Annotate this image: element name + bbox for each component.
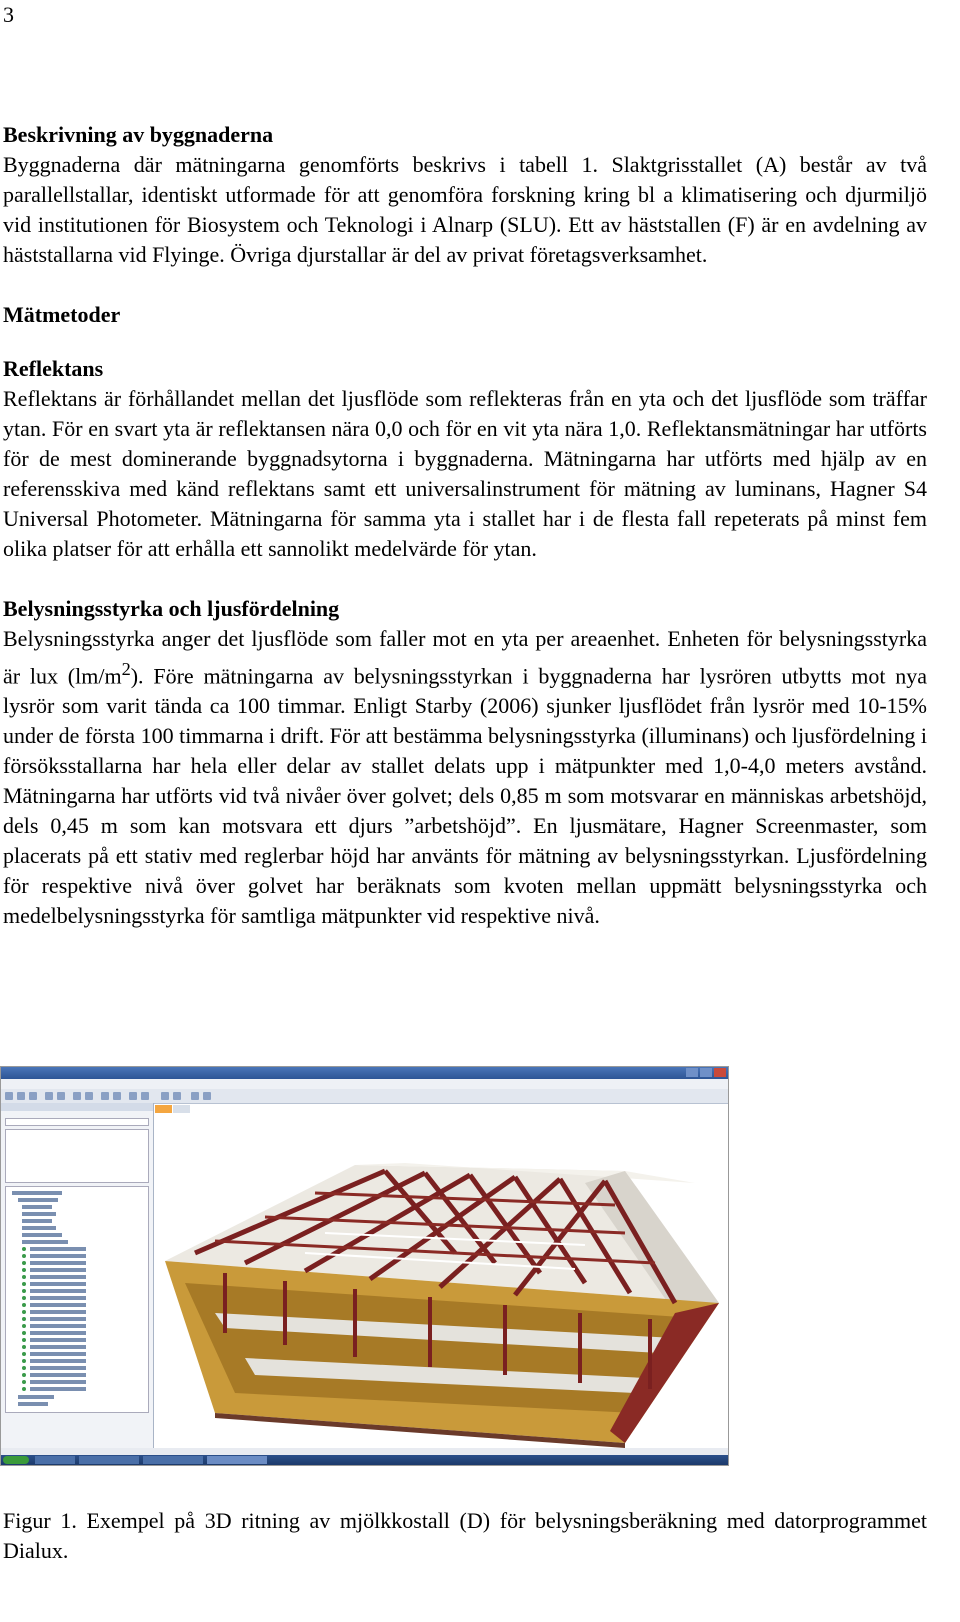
tree-item [30, 1268, 86, 1272]
close-icon [714, 1068, 726, 1077]
tree-item [30, 1275, 86, 1279]
barn-3d-render [155, 1113, 726, 1448]
tree-node-icon [22, 1289, 26, 1293]
tree-item [22, 1233, 62, 1237]
tree-node-icon [22, 1254, 26, 1258]
minimize-icon [686, 1068, 698, 1077]
toolbar-icon [85, 1092, 93, 1100]
tree-item [30, 1359, 86, 1363]
tree-item [30, 1310, 86, 1314]
tree-item [30, 1261, 86, 1265]
taskbar-item [207, 1456, 267, 1464]
taskbar-item [35, 1456, 75, 1464]
project-manager-panel [1, 1103, 154, 1448]
tree-item [22, 1205, 52, 1209]
toolbar-icon [161, 1092, 169, 1100]
tree-node-icon [22, 1310, 26, 1314]
tree-item [18, 1395, 54, 1399]
tree-node-icon [22, 1261, 26, 1265]
panel-tabs [1, 1111, 153, 1115]
window-controls [686, 1068, 726, 1077]
taskbar-item [143, 1456, 203, 1464]
superscript-2: 2 [121, 659, 131, 679]
tree-item [30, 1303, 86, 1307]
panel-header [1, 1103, 153, 1111]
description-box [5, 1129, 149, 1183]
window-titlebar [1, 1067, 728, 1079]
toolbar-icon [29, 1092, 37, 1100]
tree-item [30, 1247, 86, 1251]
tree-node-icon [22, 1324, 26, 1328]
tree-item [30, 1345, 86, 1349]
tree-node-icon [22, 1373, 26, 1377]
illuminance-text-2: ). Före mätningarna av belysningsstyrkan i byggnaderna har lysrören utbytts mot nya lysrör som varit tända ca 100 timmar. Enligt Starby (2006) sjunker ljusflödet från lysrör med 10-15% under de första 100 timmarna i drift. För att bestämma belysningsstyrka (illuminans) och ljusfördelning i försöksstallarna har hela eller delar av stallet delats upp i mätpunkter med 1,0-4,0 meters avstånd. Mätningarna har utförts vid två nivåer över golvet; dels 0,85 m som motsvarar en människas arbetshöjd, dels 0,45 m som kan motsvara ett djurs ”arbetshöjd”. En ljusmätare, Hagner Screenmaster, som placerats på ett stativ med reglerbar höjd har använts för mätning av belysningsstyrkan. Ljusfördelning för respektive nivå över golvet har beräknats som kvoten mellan uppmätt belysningsstyrka och medelbelysningsstyrka för samtliga mätpunkter vid respektive nivå. [3, 663, 927, 929]
figure-caption: Figur 1. Exempel på 3D ritning av mjölkkostall (D) för belysningsberäkning med datorprogrammet Dialux. [3, 1508, 927, 1563]
tree-item [22, 1212, 56, 1216]
toolbar-icon [57, 1092, 65, 1100]
windows-taskbar [1, 1455, 728, 1465]
tree-item [30, 1254, 86, 1258]
tree-node-icon [22, 1303, 26, 1307]
tree-item [22, 1240, 68, 1244]
methods-heading: Mätmetoder [3, 302, 121, 327]
tree-node-icon [22, 1275, 26, 1279]
tree-node-icon [22, 1352, 26, 1356]
tree-node-icon [22, 1380, 26, 1384]
tree-item [30, 1352, 86, 1356]
tree-item [30, 1338, 86, 1342]
maximize-icon [700, 1068, 712, 1077]
tree-node-icon [22, 1268, 26, 1272]
taskbar-item [79, 1456, 139, 1464]
toolbar [1, 1089, 728, 1104]
buildings-paragraph: Byggnaderna där mätningarna genomförts beskrivs i tabell 1. Slaktgrisstallet (A) består av två parallellstallar, identiskt utformade för att genomföra forskning kring bl a klimatisering och djurmiljö vid institutionen för Biosystem och Teknologi i Alnarp (SLU). Ett av häststallen (F) är en avdelning av häststallarna vid Flyinge. Övriga djurstallar är del av privat företagsverksamhet. [3, 152, 927, 267]
tree-node-icon [22, 1247, 26, 1251]
toolbar-icon [141, 1092, 149, 1100]
toolbar-icon [191, 1092, 199, 1100]
tree-item [12, 1191, 62, 1195]
tree-node-icon [22, 1387, 26, 1391]
toolbar-icon [17, 1092, 25, 1100]
name-field [5, 1118, 149, 1126]
tree-item [22, 1219, 52, 1223]
3d-viewport [155, 1113, 726, 1448]
reflectance-heading: Reflektans [3, 356, 104, 381]
project-tree [5, 1186, 149, 1413]
illuminance-heading: Belysningsstyrka och ljusfördelning [3, 596, 340, 621]
page-number: 3 [3, 2, 14, 27]
illuminance-paragraph [3, 624, 927, 931]
tree-item [30, 1324, 86, 1328]
tree-item [30, 1387, 86, 1391]
toolbar-icon [129, 1092, 137, 1100]
dialux-screenshot-figure [0, 1066, 729, 1466]
tree-item [22, 1226, 56, 1230]
tree-item [30, 1366, 86, 1370]
tree-item [30, 1296, 86, 1300]
toolbar-icon [173, 1092, 181, 1100]
view-tabs [155, 1105, 190, 1113]
tree-item [18, 1402, 48, 1406]
tree-item [18, 1198, 58, 1202]
reflectance-paragraph: Reflektans är förhållandet mellan det ljusflöde som reflekteras från en yta och det ljusflöde som träffar ytan. För en svart yta är reflektansen nära 0,0 och för en vit yta nära 1,0. Reflektansmätningar har utförts för de mest dominerande byggnadsytorna i byggnaderna. Mätningarna har utförts med hjälp av en referensskiva med känd reflektans samt ett universalinstrument för mätning av luminans, Hagner S4 Universal Photometer. Mätningarna för samma yta i stallet har i de flesta fall repeterats på minst fem olika platser för att erhålla ett sannolikt medelvärde för ytan. [3, 386, 927, 561]
tree-item [30, 1373, 86, 1377]
tree-item [30, 1317, 86, 1321]
tree-node-icon [22, 1331, 26, 1335]
toolbar-icon [73, 1092, 81, 1100]
toolbar-icon [101, 1092, 109, 1100]
tree-item [30, 1380, 86, 1384]
tab-secondary-view [173, 1105, 190, 1113]
tree-item [30, 1282, 86, 1286]
tree-node-icon [22, 1282, 26, 1286]
tree-node-icon [22, 1359, 26, 1363]
toolbar-icon [113, 1092, 121, 1100]
toolbar-icon [45, 1092, 53, 1100]
document-body [3, 120, 927, 931]
tree-node-icon [22, 1366, 26, 1370]
tree-node-icon [22, 1296, 26, 1300]
tree-node-icon [22, 1345, 26, 1349]
toolbar-icon [203, 1092, 211, 1100]
tree-node-icon [22, 1317, 26, 1321]
section-heading-buildings: Beskrivning av byggnaderna [3, 122, 274, 147]
toolbar-icon [5, 1092, 13, 1100]
tree-item [30, 1289, 86, 1293]
tree-item [30, 1331, 86, 1335]
menu-bar [1, 1079, 728, 1089]
status-bar [1, 1448, 728, 1455]
tab-3d-view [155, 1105, 172, 1113]
illuminance-text-1: Belysningsstyrka anger det ljusflöde som faller mot en yta per areaenhet. Enheten för belysningsstyrka är lux (lm/m [3, 626, 927, 689]
tree-node-icon [22, 1338, 26, 1342]
start-button [3, 1456, 29, 1464]
